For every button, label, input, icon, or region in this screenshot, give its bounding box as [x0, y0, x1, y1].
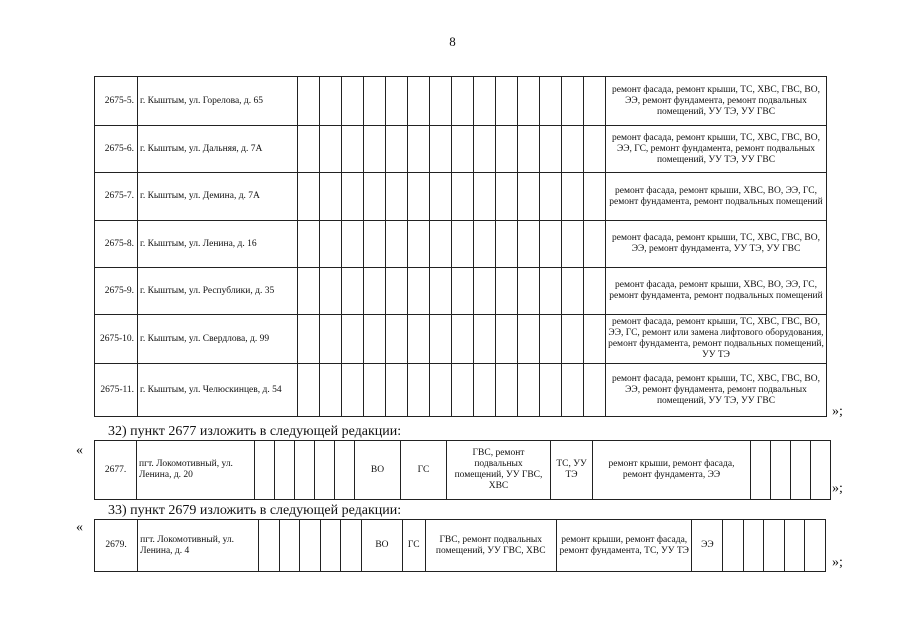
row-works: ремонт фасада, ремонт крыши, ТС, ХВС, ГВС, ВО, ЭЭ, ремонт фундамента, УУ ТЭ, УУ ГВС	[606, 221, 827, 268]
empty-cell	[474, 173, 496, 221]
row-number: 2675-11.	[95, 364, 138, 417]
empty-cell	[474, 221, 496, 268]
empty-cell	[474, 364, 496, 417]
empty-cell	[452, 173, 474, 221]
empty-cell	[496, 173, 518, 221]
empty-cell	[386, 268, 408, 315]
empty-cell	[584, 77, 606, 126]
empty-cell	[562, 77, 584, 126]
empty-cell	[518, 315, 540, 364]
row-address: пгт. Локомотивный, ул. Ленина, д. 20	[137, 441, 255, 500]
row-works: ремонт фасада, ремонт крыши, ХВС, ВО, ЭЭ, ГС, ремонт фундамента, ремонт подвальных помещений	[606, 268, 827, 315]
empty-cell	[540, 315, 562, 364]
empty-cell	[408, 364, 430, 417]
row-works: ремонт фасада, ремонт крыши, ХВС, ВО, ЭЭ, ГС, ремонт фундамента, ремонт подвальных помещений	[606, 173, 827, 221]
empty-cell	[584, 173, 606, 221]
empty-cell	[364, 173, 386, 221]
row-address: пгт. Локомотивный, ул. Ленина, д. 4	[138, 520, 259, 572]
empty-cell	[408, 221, 430, 268]
section32-open-quote: «	[76, 443, 83, 458]
row-works: ремонт фасада, ремонт крыши, ТС, ХВС, ГВС, ВО, ЭЭ, ГС, ремонт фундамента, ремонт подвальных помещений, УУ ТЭ, УУ ГВС	[606, 126, 827, 173]
section33-open-quote: «	[76, 520, 83, 535]
empty-cell	[298, 364, 320, 417]
row-address: г. Кыштым, ул. Горелова, д. 65	[138, 77, 298, 126]
empty-cell	[386, 315, 408, 364]
table-row	[95, 268, 827, 315]
empty-cell	[562, 315, 584, 364]
empty-cell	[342, 173, 364, 221]
cell-gvs: ГВС, ремонт подвальных помещений, УУ ГВС, ХВС	[447, 441, 551, 500]
table-row	[95, 364, 827, 417]
row-address: г. Кыштым, ул. Демина, д. 7А	[138, 173, 298, 221]
empty-cell	[584, 126, 606, 173]
empty-cell	[496, 221, 518, 268]
empty-cell	[298, 268, 320, 315]
empty-cell	[320, 364, 342, 417]
empty-cell	[496, 126, 518, 173]
empty-cell	[342, 268, 364, 315]
empty-cell	[408, 315, 430, 364]
section32-closing-quote: »;	[832, 481, 843, 496]
cell-vo: ВО	[355, 441, 401, 500]
empty-cell	[584, 268, 606, 315]
row-number: 2675-10.	[95, 315, 138, 364]
empty-cell	[474, 268, 496, 315]
empty-cell	[320, 77, 342, 126]
empty-cell	[364, 268, 386, 315]
empty-cell	[364, 364, 386, 417]
empty-cell	[540, 77, 562, 126]
empty-cell	[364, 77, 386, 126]
cell-works: ремонт крыши, ремонт фасада, ремонт фундамента, ЭЭ	[593, 441, 751, 500]
page-number: 8	[449, 34, 456, 49]
empty-cell	[540, 173, 562, 221]
cell-gvs: ГВС, ремонт подвальных помещений, УУ ГВС, ХВС	[425, 520, 556, 572]
empty-cell	[518, 364, 540, 417]
empty-cell	[518, 221, 540, 268]
row-number: 2679.	[95, 520, 138, 572]
empty-cell	[584, 315, 606, 364]
empty-cell	[518, 126, 540, 173]
empty-cell	[298, 315, 320, 364]
empty-cell	[408, 126, 430, 173]
empty-cell	[320, 315, 342, 364]
row-number: 2675-9.	[95, 268, 138, 315]
cell-works: ремонт крыши, ремонт фасада, ремонт фундамента, ТС, УУ ТЭ	[556, 520, 692, 572]
row-address: г. Кыштым, ул. Дальняя, д. 7А	[138, 126, 298, 173]
empty-cell	[496, 268, 518, 315]
empty-cell	[452, 77, 474, 126]
empty-cell	[562, 268, 584, 315]
row-address: г. Кыштым, ул. Свердлова, д. 99	[138, 315, 298, 364]
row-number: 2675-7.	[95, 173, 138, 221]
empty-cell	[496, 77, 518, 126]
empty-cell	[342, 364, 364, 417]
empty-cell	[430, 364, 452, 417]
empty-cell	[452, 364, 474, 417]
section33-heading: 33) пункт 2679 изложить в следующей редакции:	[108, 503, 402, 518]
empty-cell	[430, 126, 452, 173]
empty-cell	[540, 126, 562, 173]
row-number: 2675-5.	[95, 77, 138, 126]
cell-vo: ВО	[361, 520, 402, 572]
cell-gs: ГС	[401, 441, 447, 500]
empty-cell	[430, 221, 452, 268]
empty-cell	[386, 364, 408, 417]
row-works: ремонт фасада, ремонт крыши, ТС, ХВС, ГВС, ВО, ЭЭ, ремонт фундамента, ремонт подвальных помещений, УУ ТЭ, УУ ГВС	[606, 77, 827, 126]
empty-cell	[540, 221, 562, 268]
empty-cell	[298, 126, 320, 173]
empty-cell	[320, 268, 342, 315]
empty-cell	[342, 126, 364, 173]
table-row	[95, 126, 827, 173]
empty-cell	[342, 77, 364, 126]
empty-cell	[540, 268, 562, 315]
table-row	[95, 221, 827, 268]
section33-closing-quote: »;	[832, 555, 843, 570]
section32-row	[95, 441, 831, 500]
empty-cell	[320, 173, 342, 221]
empty-cell	[518, 268, 540, 315]
empty-cell	[342, 221, 364, 268]
empty-cell	[364, 126, 386, 173]
empty-cell	[320, 126, 342, 173]
empty-cell	[430, 173, 452, 221]
empty-cell	[518, 77, 540, 126]
empty-cell	[496, 315, 518, 364]
empty-cell	[562, 221, 584, 268]
section33-row	[95, 520, 826, 572]
empty-cell	[298, 77, 320, 126]
empty-cell	[584, 364, 606, 417]
empty-cell	[452, 221, 474, 268]
row-address: г. Кыштым, ул. Ленина, д. 16	[138, 221, 298, 268]
section32-heading: 32) пункт 2677 изложить в следующей редакции:	[108, 424, 402, 439]
table-row	[95, 77, 827, 126]
empty-cell	[540, 364, 562, 417]
empty-cell	[364, 221, 386, 268]
empty-cell	[386, 173, 408, 221]
empty-cell	[474, 315, 496, 364]
empty-cell	[408, 77, 430, 126]
row-address: г. Кыштым, ул. Челюскинцев, д. 54	[138, 364, 298, 417]
main-table	[94, 76, 827, 417]
empty-cell	[452, 315, 474, 364]
empty-cell	[430, 315, 452, 364]
cell-gs: ГС	[402, 520, 425, 572]
cell-ts: ТС, УУ ТЭ	[551, 441, 593, 500]
empty-cell	[408, 173, 430, 221]
empty-cell	[298, 173, 320, 221]
empty-cell	[562, 173, 584, 221]
empty-cell	[518, 173, 540, 221]
empty-cell	[320, 221, 342, 268]
empty-cell	[386, 221, 408, 268]
empty-cell	[584, 221, 606, 268]
table-row	[95, 173, 827, 221]
empty-cell	[386, 77, 408, 126]
empty-cell	[496, 364, 518, 417]
empty-cell	[474, 77, 496, 126]
empty-cell	[430, 77, 452, 126]
row-address: г. Кыштым, ул. Республики, д. 35	[138, 268, 298, 315]
section33-table	[94, 519, 826, 572]
empty-cell	[364, 315, 386, 364]
row-works: ремонт фасада, ремонт крыши, ТС, ХВС, ГВС, ВО, ЭЭ, ремонт фундамента, ремонт подвальных помещений, УУ ТЭ, УУ ГВС	[606, 364, 827, 417]
row-number: 2677.	[95, 441, 137, 500]
empty-cell	[386, 126, 408, 173]
empty-cell	[342, 315, 364, 364]
empty-cell	[408, 268, 430, 315]
empty-cell	[298, 221, 320, 268]
empty-cell	[562, 126, 584, 173]
main-closing-quote: »;	[832, 404, 843, 419]
empty-cell	[474, 126, 496, 173]
empty-cell	[430, 268, 452, 315]
empty-cell	[562, 364, 584, 417]
cell-ee: ЭЭ	[692, 520, 723, 572]
empty-cell	[452, 268, 474, 315]
row-number: 2675-6.	[95, 126, 138, 173]
table-row	[95, 315, 827, 364]
section32-table	[94, 440, 831, 500]
row-number: 2675-8.	[95, 221, 138, 268]
row-works: ремонт фасада, ремонт крыши, ТС, ХВС, ГВС, ВО, ЭЭ, ГС, ремонт или замена лифтового оборудования, ремонт фундамента, ремонт подвальных помещений, УУ ТЭ	[606, 315, 827, 364]
empty-cell	[452, 126, 474, 173]
